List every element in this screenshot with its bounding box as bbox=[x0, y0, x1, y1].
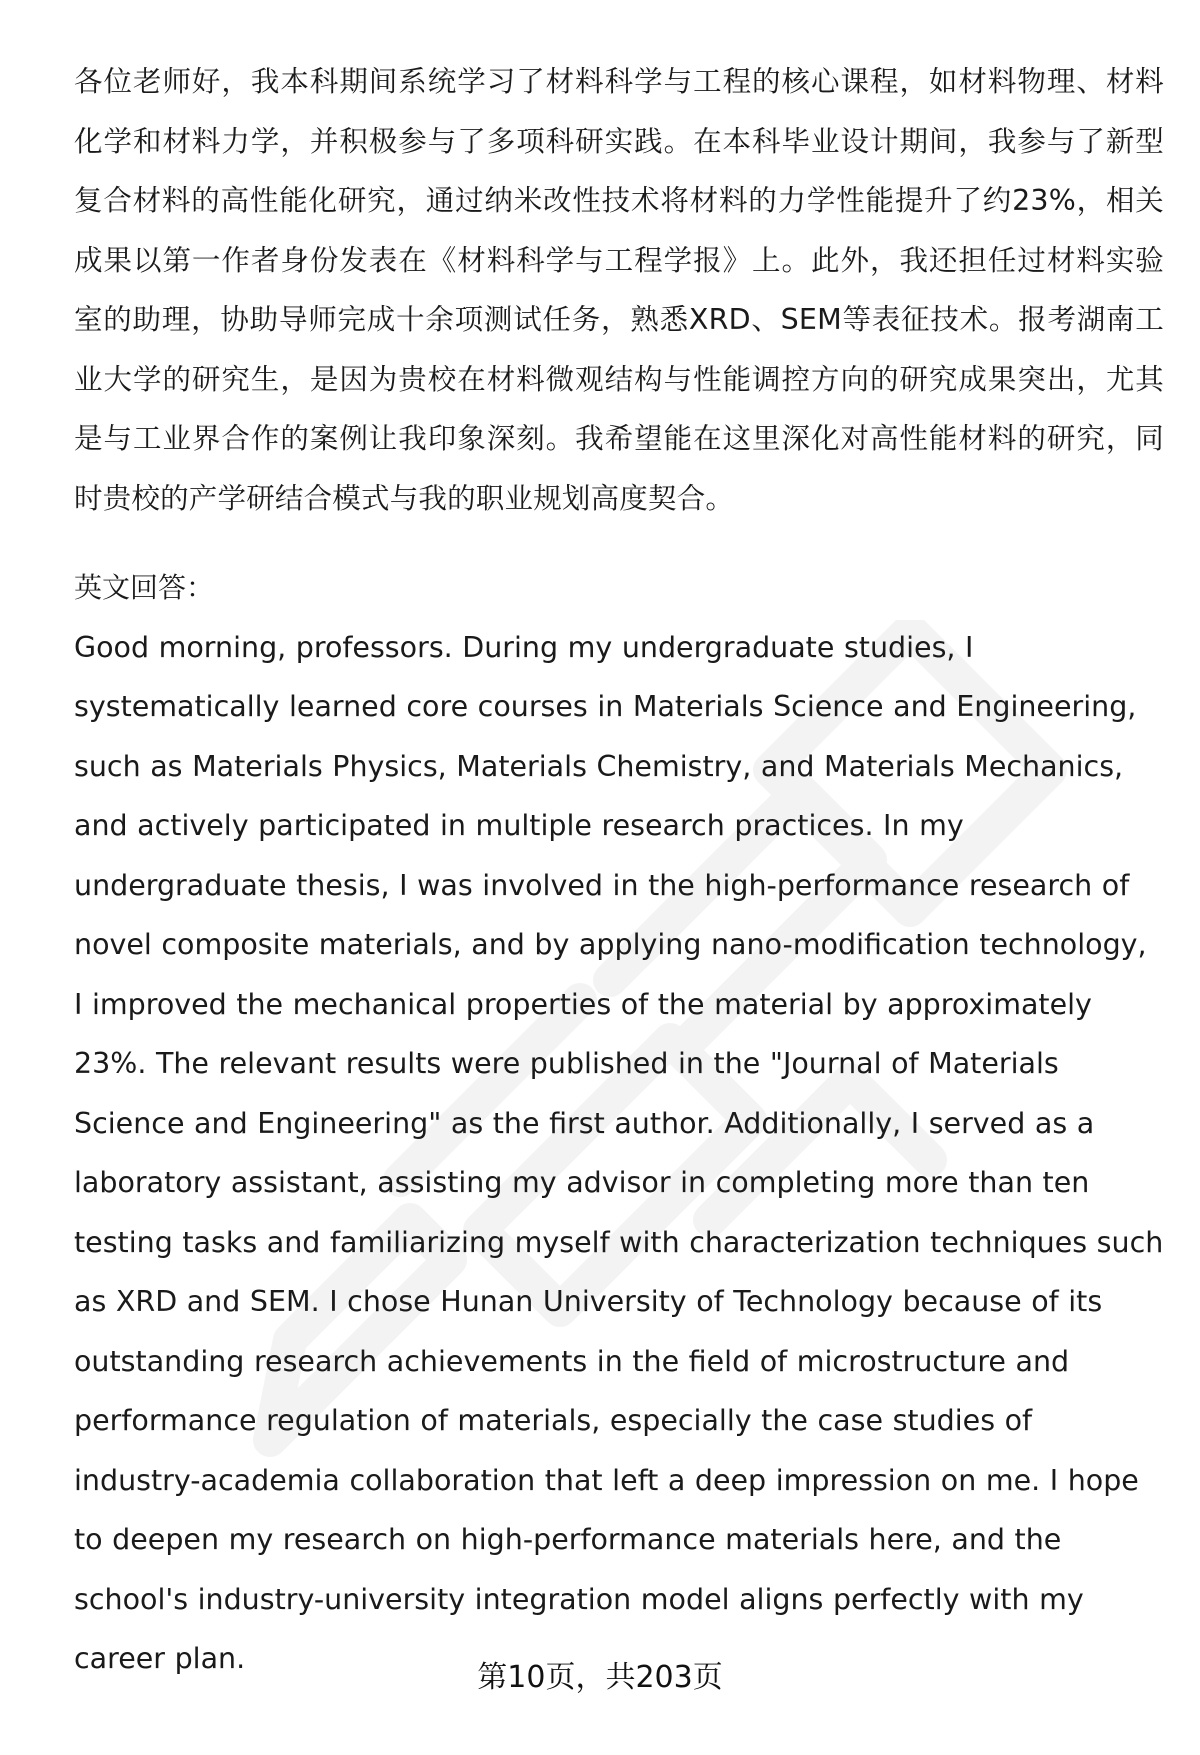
english-answer-paragraph: Good morning, professors. During my undergraduate studies, I systematically learned core courses in Materials Science and Engineering, such as Materials Physics, Materials Chemistry, and Materials Mechanics, and actively participated in multiple research practices. In my undergraduate thesis, I was involved in the high-performance research of novel composite materials, and by applying nano-modification technology, I improved the mechanical properties of the material by approximately 23%. The relevant results were published in the "Journal of Materials Science and Engineering" as the first author. Additionally, I served as a laboratory assistant, assisting my advisor in completing more than ten testing tasks and familiarizing myself with characterization techniques such as XRD and SEM. I chose Hunan University of Technology because of its outstanding research achievements in the field of microstructure and performance regulation of materials, especially the case studies of industry-academia collaboration that left a deep impression on me. I hope to deepen my research on high-performance materials here, and the school's industry-university integration model aligns perfectly with my career plan. bbox=[74, 630, 1164, 1675]
english-answer-heading: 英文回答： bbox=[74, 571, 215, 604]
chinese-answer-paragraph: 各位老师好，我本科期间系统学习了材料科学与工程的核心课程，如材料物理、材料化学和材料力学，并积极参与了多项科研实践。在本科毕业设计期间，我参与了新型复合材料的高性能化研究，通过纳米改性技术将材料的力学性能提升了约23%，相关成果以第一作者身份发表在《材料科学与工程学报》上。此外，我还担任过材料实验室的助理，协助导师完成十余项测试任务，熟悉XRD、SEM等表征技术。报考湖南工业大学的研究生，是因为贵校在材料微观结构与性能调控方向的研究成果突出，尤其是与工业界合作的案例让我印象深刻。我希望能在这里深化对高性能材料的研究，同时贵校的产学研结合模式与我的职业规划高度契合。 bbox=[74, 65, 1164, 515]
page-number-footer: 第10页，共203页 bbox=[477, 1660, 723, 1695]
main-content bbox=[74, 52, 1164, 1689]
